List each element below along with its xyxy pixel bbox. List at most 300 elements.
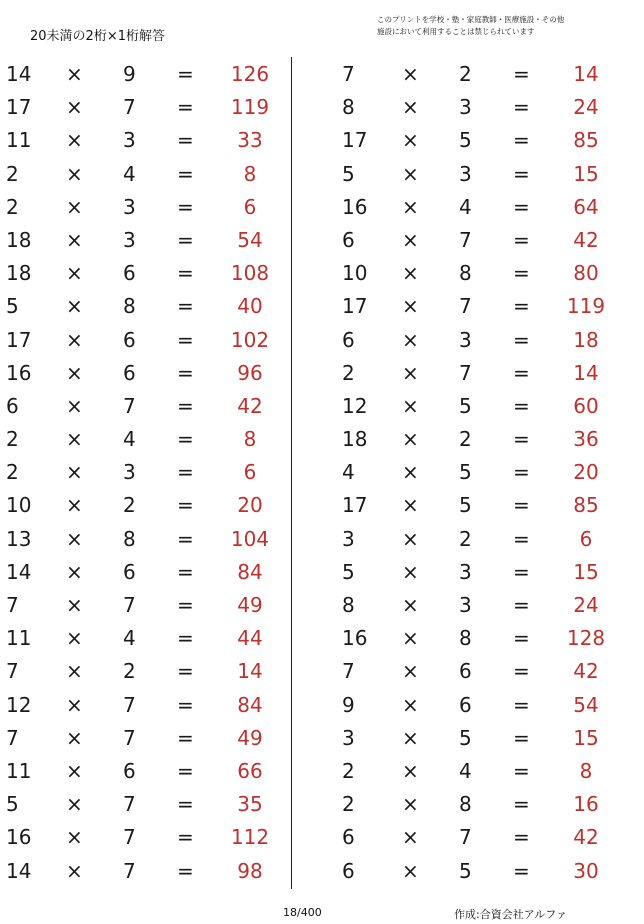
equals-sign: = — [177, 493, 194, 518]
multiplier: 5 — [459, 725, 472, 750]
equals-sign: = — [177, 692, 194, 717]
problem-row — [0, 324, 290, 357]
multiplier: 3 — [459, 559, 472, 584]
answer: 42 — [237, 393, 263, 418]
answer: 42 — [573, 825, 599, 850]
multiplier: 6 — [123, 360, 136, 385]
multiplicand: 14 — [6, 559, 32, 584]
answer: 8 — [579, 758, 593, 783]
equals-sign: = — [513, 95, 530, 120]
notice-line-2: 施設において利用することは禁じられています — [377, 27, 535, 36]
multiplier: 7 — [123, 825, 136, 850]
problem-row — [336, 655, 626, 688]
times-sign: × — [402, 95, 419, 120]
equals-sign: = — [513, 593, 530, 617]
equals-sign: = — [513, 294, 530, 319]
answer: 14 — [237, 659, 263, 684]
multiplicand: 17 — [6, 327, 32, 352]
answer: 104 — [230, 526, 270, 551]
multiplier: 4 — [123, 427, 136, 452]
times-sign: × — [402, 62, 419, 86]
times-sign: × — [66, 128, 83, 153]
equals-sign: = — [177, 194, 194, 219]
equals-sign: = — [513, 427, 530, 452]
multiplier: 4 — [459, 194, 472, 219]
author-credit: 作成:合資会社アルファ — [454, 908, 568, 921]
answer: 24 — [573, 95, 599, 120]
times-sign: × — [402, 194, 419, 219]
multiplier: 8 — [459, 261, 472, 286]
answer: 6 — [579, 526, 593, 551]
problem-row — [0, 855, 290, 888]
problem-row — [336, 589, 626, 622]
problem-row — [0, 523, 290, 556]
equals-sign: = — [177, 858, 194, 883]
equals-sign: = — [513, 261, 530, 286]
times-sign: × — [402, 261, 419, 286]
multiplicand: 16 — [342, 194, 368, 219]
answer: 33 — [237, 128, 263, 153]
multiplier: 7 — [123, 858, 136, 883]
answer: 42 — [573, 659, 599, 684]
equals-sign: = — [177, 825, 194, 850]
multiplier: 7 — [123, 792, 136, 817]
problem-row — [336, 324, 626, 357]
times-sign: × — [402, 758, 419, 783]
answer: 66 — [237, 758, 263, 783]
multiplier: 4 — [123, 626, 136, 651]
answer: 54 — [573, 692, 599, 717]
multiplicand: 13 — [6, 526, 32, 551]
equals-sign: = — [513, 62, 530, 86]
times-sign: × — [402, 294, 419, 319]
multiplicand: 2 — [342, 792, 355, 817]
equals-sign: = — [513, 526, 530, 551]
problem-row — [0, 755, 290, 788]
problem-row — [336, 456, 626, 489]
times-sign: × — [402, 460, 419, 485]
answer: 98 — [237, 858, 263, 883]
answer: 14 — [573, 62, 599, 86]
problem-row — [336, 191, 626, 224]
times-sign: × — [66, 294, 83, 319]
problem-row — [336, 91, 626, 124]
multiplicand: 3 — [342, 725, 355, 750]
problem-row — [0, 191, 290, 224]
multiplicand: 10 — [6, 493, 32, 518]
multiplicand: 7 — [6, 593, 19, 617]
problem-row — [336, 556, 626, 589]
times-sign: × — [66, 559, 83, 584]
answer: 14 — [573, 360, 599, 385]
answer: 102 — [230, 327, 270, 352]
multiplicand: 6 — [342, 327, 355, 352]
answer: 8 — [243, 161, 257, 186]
problem-row — [0, 58, 290, 91]
multiplier: 7 — [459, 294, 472, 319]
equals-sign: = — [177, 792, 194, 817]
answer: 30 — [573, 858, 599, 883]
answer: 60 — [573, 393, 599, 418]
times-sign: × — [402, 161, 419, 186]
problem-row — [336, 290, 626, 323]
problem-row — [336, 423, 626, 456]
answer: 36 — [573, 427, 599, 452]
problem-row — [0, 290, 290, 323]
multiplicand: 7 — [6, 725, 19, 750]
problem-row — [0, 390, 290, 423]
problem-row — [0, 257, 290, 290]
problem-row — [0, 489, 290, 522]
multiplier: 3 — [123, 460, 136, 485]
equals-sign: = — [513, 128, 530, 153]
multiplier: 5 — [459, 128, 472, 153]
multiplicand: 6 — [6, 393, 19, 418]
answer: 119 — [230, 95, 270, 120]
answer: 20 — [573, 460, 599, 485]
equals-sign: = — [513, 659, 530, 684]
multiplier: 7 — [459, 825, 472, 850]
equals-sign: = — [513, 227, 530, 252]
times-sign: × — [66, 692, 83, 717]
problem-row — [336, 821, 626, 854]
equals-sign: = — [177, 294, 194, 319]
times-sign: × — [66, 626, 83, 651]
multiplicand: 5 — [342, 559, 355, 584]
problem-row — [0, 357, 290, 390]
multiplicand: 5 — [342, 161, 355, 186]
equals-sign: = — [177, 393, 194, 418]
equals-sign: = — [177, 261, 194, 286]
answer: 20 — [237, 493, 263, 518]
multiplier: 3 — [459, 161, 472, 186]
equals-sign: = — [177, 659, 194, 684]
problem-row — [0, 91, 290, 124]
equals-sign: = — [177, 427, 194, 452]
times-sign: × — [402, 559, 419, 584]
times-sign: × — [402, 725, 419, 750]
page-title: 20未満の2桁×1桁解答 — [30, 29, 165, 44]
times-sign: × — [402, 427, 419, 452]
multiplier: 3 — [123, 128, 136, 153]
equals-sign: = — [177, 161, 194, 186]
problem-row — [336, 523, 626, 556]
multiplicand: 7 — [342, 659, 355, 684]
multiplicand: 16 — [6, 825, 32, 850]
problem-row — [336, 390, 626, 423]
equals-sign: = — [513, 493, 530, 518]
equals-sign: = — [513, 858, 530, 883]
multiplier: 3 — [123, 194, 136, 219]
multiplicand: 2 — [6, 161, 19, 186]
problem-row — [336, 722, 626, 755]
problem-row — [0, 556, 290, 589]
equals-sign: = — [513, 725, 530, 750]
times-sign: × — [402, 128, 419, 153]
answer: 80 — [573, 261, 599, 286]
equals-sign: = — [513, 559, 530, 584]
multiplicand: 7 — [6, 659, 19, 684]
multiplicand: 6 — [342, 227, 355, 252]
equals-sign: = — [177, 593, 194, 617]
multiplier: 6 — [123, 559, 136, 584]
times-sign: × — [66, 858, 83, 883]
answer: 64 — [573, 194, 599, 219]
multiplicand: 5 — [6, 792, 19, 817]
multiplicand: 2 — [342, 360, 355, 385]
problem-row — [336, 622, 626, 655]
multiplier: 7 — [123, 725, 136, 750]
equals-sign: = — [513, 460, 530, 485]
multiplier: 6 — [123, 261, 136, 286]
equals-sign: = — [513, 393, 530, 418]
multiplier: 7 — [123, 692, 136, 717]
multiplier: 2 — [459, 526, 472, 551]
multiplicand: 4 — [342, 460, 355, 485]
answer: 6 — [243, 194, 257, 219]
answer: 96 — [237, 360, 263, 385]
times-sign: × — [402, 227, 419, 252]
left-problem-column — [0, 58, 290, 888]
equals-sign: = — [513, 161, 530, 186]
multiplicand: 8 — [342, 593, 355, 617]
equals-sign: = — [177, 526, 194, 551]
multiplicand: 8 — [342, 95, 355, 120]
answer: 54 — [237, 227, 263, 252]
times-sign: × — [66, 792, 83, 817]
problem-row — [336, 124, 626, 157]
multiplier: 6 — [123, 758, 136, 783]
answer: 40 — [237, 294, 263, 319]
multiplier: 2 — [123, 493, 136, 518]
multiplicand: 18 — [342, 427, 368, 452]
multiplicand: 11 — [6, 626, 32, 651]
multiplicand: 7 — [342, 62, 355, 86]
times-sign: × — [402, 858, 419, 883]
multiplier: 7 — [459, 360, 472, 385]
problem-row — [336, 158, 626, 191]
multiplier: 6 — [459, 692, 472, 717]
multiplicand: 11 — [6, 128, 32, 153]
notice-line-1: このプリントを学校・塾・家庭教師・医療施設・その他 — [377, 15, 565, 24]
multiplier: 8 — [123, 294, 136, 319]
times-sign: × — [66, 327, 83, 352]
multiplier: 5 — [459, 393, 472, 418]
answer: 126 — [230, 62, 270, 86]
answer: 84 — [237, 692, 263, 717]
answer: 49 — [237, 593, 263, 617]
answer: 85 — [573, 128, 599, 153]
problem-row — [0, 456, 290, 489]
problem-row — [0, 722, 290, 755]
problem-row — [336, 489, 626, 522]
multiplier: 9 — [123, 62, 136, 86]
equals-sign: = — [177, 725, 194, 750]
problem-row — [336, 755, 626, 788]
equals-sign: = — [513, 758, 530, 783]
times-sign: × — [402, 626, 419, 651]
answer: 112 — [230, 825, 270, 850]
times-sign: × — [402, 825, 419, 850]
problem-row — [0, 158, 290, 191]
multiplicand: 2 — [342, 758, 355, 783]
multiplier: 2 — [123, 659, 136, 684]
equals-sign: = — [513, 692, 530, 717]
equals-sign: = — [177, 95, 194, 120]
equals-sign: = — [177, 758, 194, 783]
problem-row — [336, 224, 626, 257]
answer: 108 — [230, 261, 270, 286]
answer: 24 — [573, 593, 599, 617]
multiplier: 3 — [123, 227, 136, 252]
answer: 15 — [573, 161, 599, 186]
multiplier: 5 — [459, 493, 472, 518]
times-sign: × — [402, 692, 419, 717]
times-sign: × — [402, 526, 419, 551]
equals-sign: = — [177, 327, 194, 352]
problem-row — [0, 423, 290, 456]
equals-sign: = — [513, 825, 530, 850]
equals-sign: = — [513, 360, 530, 385]
multiplier: 3 — [459, 593, 472, 617]
times-sign: × — [402, 792, 419, 817]
times-sign: × — [402, 393, 419, 418]
times-sign: × — [66, 62, 83, 86]
multiplicand: 11 — [6, 758, 32, 783]
equals-sign: = — [513, 194, 530, 219]
problem-row — [336, 58, 626, 91]
times-sign: × — [66, 526, 83, 551]
equals-sign: = — [513, 626, 530, 651]
equals-sign: = — [177, 62, 194, 86]
times-sign: × — [402, 327, 419, 352]
multiplier: 6 — [459, 659, 472, 684]
multiplier: 3 — [459, 327, 472, 352]
times-sign: × — [402, 593, 419, 617]
answer: 128 — [566, 626, 606, 651]
answer: 18 — [573, 327, 599, 352]
multiplicand: 18 — [6, 261, 32, 286]
problem-row — [0, 622, 290, 655]
multiplicand: 16 — [6, 360, 32, 385]
times-sign: × — [66, 593, 83, 617]
multiplicand: 10 — [342, 261, 368, 286]
page-number: 18/400 — [283, 906, 322, 919]
multiplicand: 6 — [342, 858, 355, 883]
answer: 35 — [237, 792, 263, 817]
answer: 8 — [243, 427, 257, 452]
multiplicand: 17 — [342, 493, 368, 518]
usage-notice — [377, 14, 627, 38]
multiplicand: 12 — [6, 692, 32, 717]
times-sign: × — [66, 493, 83, 518]
times-sign: × — [66, 194, 83, 219]
times-sign: × — [66, 758, 83, 783]
times-sign: × — [402, 360, 419, 385]
problem-row — [0, 821, 290, 854]
times-sign: × — [66, 460, 83, 485]
multiplier: 2 — [459, 427, 472, 452]
answer: 49 — [237, 725, 263, 750]
multiplier: 8 — [123, 526, 136, 551]
problem-row — [336, 357, 626, 390]
answer: 15 — [573, 559, 599, 584]
times-sign: × — [66, 261, 83, 286]
times-sign: × — [402, 493, 419, 518]
multiplicand: 5 — [6, 294, 19, 319]
answer: 42 — [573, 227, 599, 252]
problem-row — [0, 589, 290, 622]
times-sign: × — [66, 360, 83, 385]
multiplier: 7 — [123, 593, 136, 617]
right-problem-column — [336, 58, 626, 888]
equals-sign: = — [177, 360, 194, 385]
answer: 85 — [573, 493, 599, 518]
answer: 15 — [573, 725, 599, 750]
multiplier: 8 — [459, 792, 472, 817]
multiplicand: 14 — [6, 62, 32, 86]
equals-sign: = — [177, 460, 194, 485]
multiplicand: 17 — [342, 294, 368, 319]
problem-row — [0, 788, 290, 821]
multiplicand: 3 — [342, 526, 355, 551]
multiplier: 5 — [459, 460, 472, 485]
times-sign: × — [66, 725, 83, 750]
times-sign: × — [66, 427, 83, 452]
multiplicand: 16 — [342, 626, 368, 651]
multiplier: 5 — [459, 858, 472, 883]
answer: 119 — [566, 294, 606, 319]
problem-row — [0, 124, 290, 157]
multiplier: 4 — [123, 161, 136, 186]
answer: 84 — [237, 559, 263, 584]
multiplier: 8 — [459, 626, 472, 651]
multiplicand: 2 — [6, 460, 19, 485]
problem-row — [336, 788, 626, 821]
multiplicand: 17 — [6, 95, 32, 120]
multiplier: 3 — [459, 95, 472, 120]
problem-row — [336, 257, 626, 290]
equals-sign: = — [177, 128, 194, 153]
multiplier: 7 — [123, 393, 136, 418]
multiplier: 7 — [123, 95, 136, 120]
times-sign: × — [66, 393, 83, 418]
equals-sign: = — [177, 227, 194, 252]
times-sign: × — [402, 659, 419, 684]
multiplicand: 17 — [342, 128, 368, 153]
multiplier: 4 — [459, 758, 472, 783]
answer: 6 — [243, 460, 257, 485]
multiplicand: 12 — [342, 393, 368, 418]
problem-row — [0, 689, 290, 722]
multiplicand: 9 — [342, 692, 355, 717]
answer: 44 — [237, 626, 263, 651]
problem-row — [0, 224, 290, 257]
answer: 16 — [573, 792, 599, 817]
multiplicand: 2 — [6, 194, 19, 219]
equals-sign: = — [513, 327, 530, 352]
column-divider — [291, 57, 292, 889]
problem-row — [336, 855, 626, 888]
times-sign: × — [66, 825, 83, 850]
equals-sign: = — [177, 559, 194, 584]
times-sign: × — [66, 161, 83, 186]
multiplicand: 2 — [6, 427, 19, 452]
equals-sign: = — [513, 792, 530, 817]
multiplier: 6 — [123, 327, 136, 352]
multiplicand: 18 — [6, 227, 32, 252]
multiplicand: 6 — [342, 825, 355, 850]
